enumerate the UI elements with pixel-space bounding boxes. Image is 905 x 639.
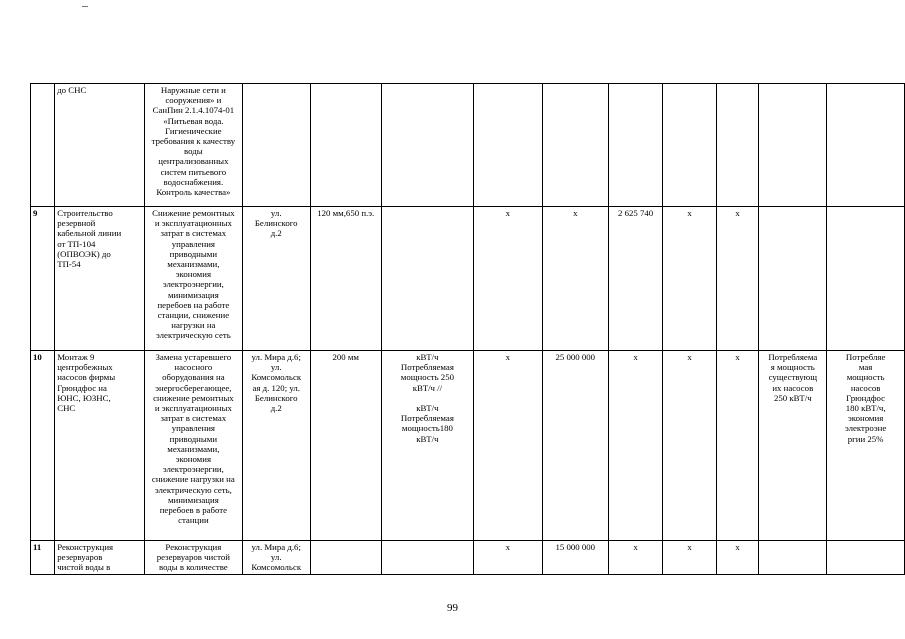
technical-params: 200 мм bbox=[310, 351, 381, 541]
project-name: Строительство резервной кабельной линии от ТП-104 (ОПВОЭК) до ТП-54 bbox=[55, 207, 145, 351]
indicator-before: Потребляема я мощность существующ их насосов 250 кВТ/ч bbox=[759, 351, 827, 541]
cost-cell: х bbox=[663, 207, 717, 351]
indicator-after bbox=[827, 84, 905, 207]
row-number bbox=[31, 84, 55, 207]
project-address bbox=[242, 84, 310, 207]
cost-cell bbox=[716, 84, 758, 207]
project-purpose: Наружные сети и сооружения» и СанПин 2.1.4.1074-01 «Питьевая вода. Гигиенические требования к качеству воды централизованных систем питьевого водоснабжения. Контроль качества» bbox=[145, 84, 243, 207]
project-address: ул. Мира д.6; ул. Комсомольск ая д. 120; ул. Белинского д.2 bbox=[242, 351, 310, 541]
cost-cell bbox=[608, 84, 662, 207]
row-number: 9 bbox=[31, 207, 55, 351]
power-params bbox=[381, 84, 473, 207]
indicator-after: Потребляе мая мощность насосов Грюндфос 180 кВТ/ч, экономия электроэне ргии 25% bbox=[827, 351, 905, 541]
cost-cell: х bbox=[716, 351, 758, 541]
cost-cell: х bbox=[716, 207, 758, 351]
cost-cell: 2 625 740 bbox=[608, 207, 662, 351]
cost-cell: 25 000 000 bbox=[542, 351, 608, 541]
project-name: Монтаж 9 центробежных насосов фирмы Грюндфос на ЮНС, ЮЗНС, СНС bbox=[55, 351, 145, 541]
cost-cell bbox=[474, 84, 543, 207]
indicator-before bbox=[759, 84, 827, 207]
page-number: 99 bbox=[447, 602, 458, 614]
row-number: 11 bbox=[31, 541, 55, 575]
page-mark bbox=[82, 6, 88, 7]
power-params bbox=[381, 207, 473, 351]
cost-cell: х bbox=[474, 541, 543, 575]
project-address: ул. Белинского д.2 bbox=[242, 207, 310, 351]
table-row bbox=[31, 351, 905, 541]
cost-cell bbox=[542, 84, 608, 207]
cost-cell: х bbox=[474, 207, 543, 351]
technical-params bbox=[310, 84, 381, 207]
cost-cell: х bbox=[716, 541, 758, 575]
technical-params: 120 мм,650 п.э. bbox=[310, 207, 381, 351]
project-name: до СНС bbox=[55, 84, 145, 207]
cost-cell: х bbox=[608, 541, 662, 575]
project-purpose: Замена устаревшего насосного оборудования на энергосберегающее, снижение ремонтных и эксплуатационных затрат в системах управления приводными механизмами, экономия электроэнергии, снижение нагрузки на электрическую сеть, минимизация перебоев в работе станции bbox=[145, 351, 243, 541]
table-row bbox=[31, 541, 905, 575]
cost-cell: 15 000 000 bbox=[542, 541, 608, 575]
project-name: Реконструкция резервуаров чистой воды в bbox=[55, 541, 145, 575]
cost-cell: х bbox=[663, 351, 717, 541]
indicator-after bbox=[827, 207, 905, 351]
indicator-after bbox=[827, 541, 905, 575]
indicator-before bbox=[759, 207, 827, 351]
investment-table bbox=[30, 83, 905, 575]
technical-params bbox=[310, 541, 381, 575]
project-purpose: Снижение ремонтных и эксплуатационных затрат в системах управления приводными механизмами, экономия электроэнергии, минимизация перебоев на работе станции, снижение нагрузки на электрическую сеть bbox=[145, 207, 243, 351]
cost-cell: х bbox=[474, 351, 543, 541]
cost-cell: х bbox=[542, 207, 608, 351]
project-purpose: Реконструкция резервуаров чистой воды в количестве bbox=[145, 541, 243, 575]
cost-cell: х bbox=[608, 351, 662, 541]
table-row bbox=[31, 84, 905, 207]
indicator-before bbox=[759, 541, 827, 575]
table-row bbox=[31, 207, 905, 351]
cost-cell: х bbox=[663, 541, 717, 575]
project-address: ул. Мира д.6; ул. Комсомольск bbox=[242, 541, 310, 575]
power-params: кВТ/ч Потребляемая мощность 250 кВТ/ч // кВТ/ч Потребляемая мощность180 кВТ/ч bbox=[381, 351, 473, 541]
power-params bbox=[381, 541, 473, 575]
cost-cell bbox=[663, 84, 717, 207]
row-number: 10 bbox=[31, 351, 55, 541]
